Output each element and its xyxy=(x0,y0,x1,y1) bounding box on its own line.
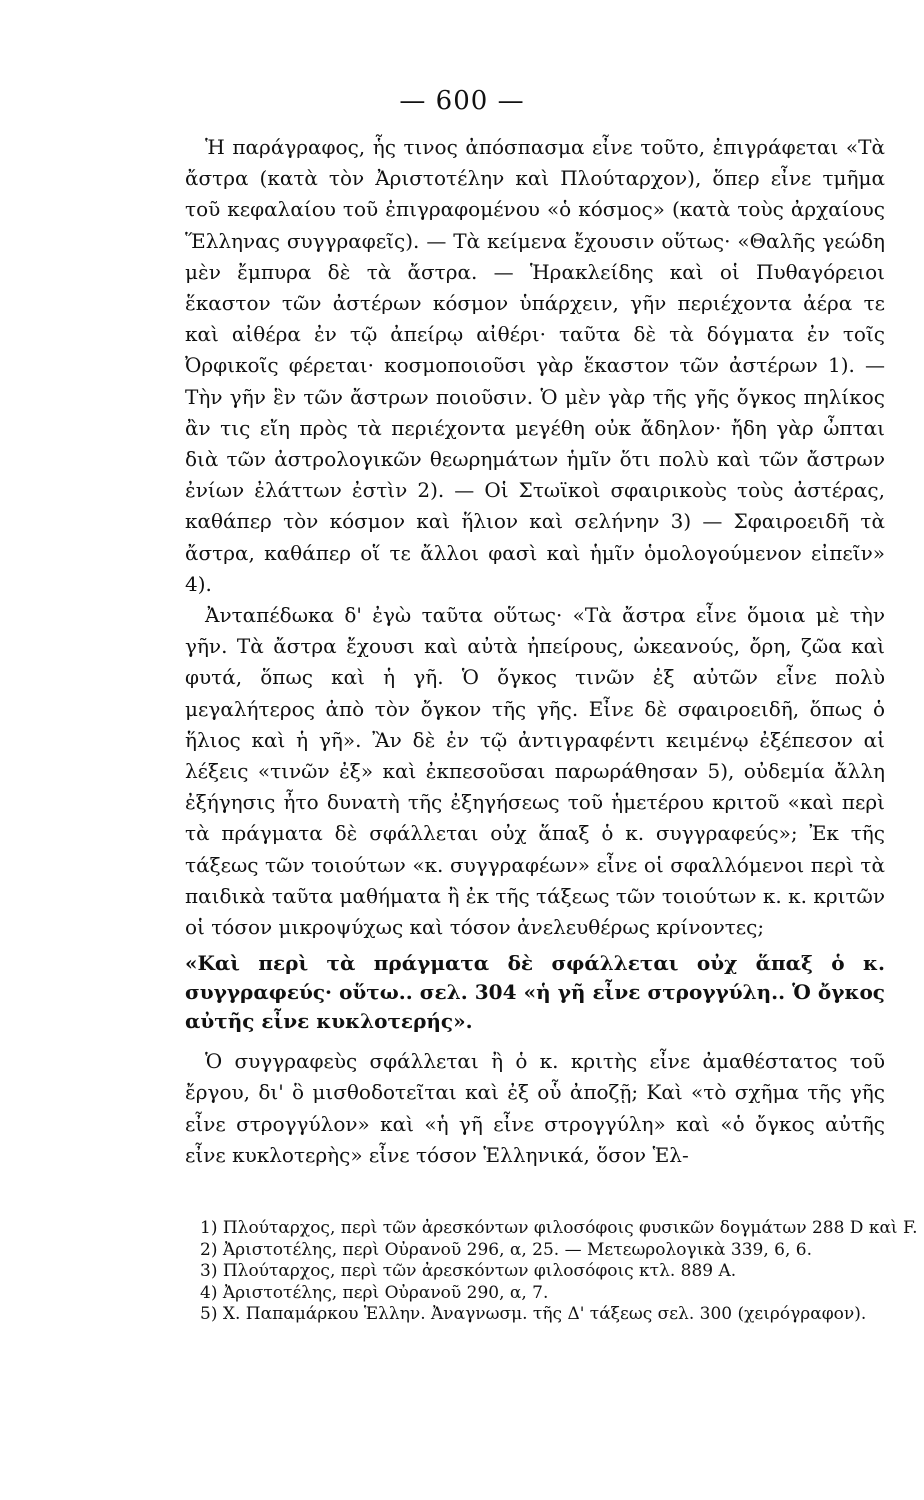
footnote-3: 3) Πλούταρχος, περὶ τῶν ἀρεσκόντων φιλοσόφοις κτλ. 889 A. xyxy=(200,1261,737,1282)
footnote-5: 5) Χ. Παπαμάρκου Ἑλλην. Ἀναγνωσμ. τῆς Δ' τάξεως σελ. 300 (χειρόγραφον). xyxy=(200,1304,867,1325)
main-text xyxy=(185,132,885,1171)
paragraph-3: Ὁ συγγραφεὺς σφάλλεται ἢ ὁ κ. κριτὴς εἶνε ἀμαθέστατος τοῦ ἔργου, δι' ὃ μισθοδοτεῖται καὶ ἐξ οὗ ἀποζῇ; Καὶ «τὸ σχῆμα τῆς γῆς εἶνε στρογγύλον» καὶ «ἡ γῆ εἶνε στρογγύλη» καὶ «ὁ ὄγκος αὐτῆς εἶνε κυκλοτερὴς» εἶνε τόσον Ἑλληνικά, ὅσον Ἑλ- xyxy=(185,1049,885,1167)
footnotes xyxy=(200,1218,918,1326)
footnote-1: 1) Πλούταρχος, περὶ τῶν ἀρεσκόντων φιλοσόφοις φυσικῶν δογμάτων 288 D καὶ F. xyxy=(200,1218,918,1238)
block-quote: «Καὶ περὶ τὰ πράγματα δὲ σφάλλεται οὐχ ἅπαξ ὁ κ. συγγραφεύς· οὕτω.. σελ. 304 «ἡ γῆ εἶνε στρογγύλη.. Ὁ ὄγκος αὐτῆς εἶνε κυκλοτερής». xyxy=(185,951,885,1034)
footnote-2: 2) Ἀριστοτέλης, περὶ Οὐρανοῦ 296, α, 25. — Μετεωρολογικὰ 339, 6, 6. xyxy=(200,1239,812,1260)
paragraph-2: Ἀνταπέδωκα δ' ἐγὼ ταῦτα οὕτως· «Τὰ ἄστρα εἶνε ὅμοια μὲ τὴν γῆν. Τὰ ἄστρα ἔχουσι καὶ αὐτὰ ἠπείρους, ὠκεανούς, ὄρη, ζῶα καὶ φυτά, ὅπως καὶ ἡ γῆ. Ὁ ὄγκος τινῶν ἐξ αὐτῶν εἶνε πολὺ μεγαλήτερος ἀπὸ τὸν ὄγκον τῆς γῆς. Εἶνε δὲ σφαιροειδῆ, ὅπως ὁ ἥλιος καὶ ἡ γῆ». Ἂν δὲ ἐν τῷ ἀντιγραφέντι κειμένῳ ἐξέπεσον αἱ λέξεις «τινῶν ἐξ» καὶ ἐκπεσοῦσαι παρωράθησαν 5), οὐδεμία ἄλλη ἐξήγησις ἦτο δυνατὴ τῆς ἐξηγήσεως τοῦ ἡμετέρου κριτοῦ «καὶ περὶ τὰ πράγματα δὲ σφάλλεται οὐχ ἅπαξ ὁ κ. συγγραφεύς»; Ἐκ τῆς τάξεως τῶν τοιούτων «κ. συγγραφέων» εἶνε οἱ σφαλλόμενοι περὶ τὰ παιδικὰ ταῦτα μαθήματα ἢ ἐκ τῆς τάξεως τῶν τοιούτων κ. κ. κριτῶν οἱ τόσον μικροψύχως καὶ τόσον ἀνελευθέρως κρίνοντες; xyxy=(185,603,885,940)
page-number: — 600 — xyxy=(399,86,525,116)
footnote-4: 4) Ἀριστοτέλης, περὶ Οὐρανοῦ 290, α, 7. xyxy=(200,1282,549,1303)
paragraph-1: Ἡ παράγραφος, ἧς τινος ἀπόσπασμα εἶνε τοῦτο, ἐπιγράφεται «Τὰ ἄστρα (κατὰ τὸν Ἀριστοτέλην καὶ Πλούταρχον), ὅπερ εἶνε τμῆμα τοῦ κεφαλαίου τοῦ ἐπιγραφομένου «ὁ κόσμος» (κατὰ τοὺς ἀρχαίους Ἕλληνας συγγραφεῖς). — Τὰ κείμενα ἔχουσιν οὕτως· «Θαλῆς γεώδη μὲν ἔμπυρα δὲ τὰ ἄστρα. — Ἡρακλείδης καὶ οἱ Πυθαγόρειοι ἕκαστον τῶν ἀστέρων κόσμον ὑπάρχειν, γῆν περιέχοντα ἀέρα τε καὶ αἰθέρα ἐν τῷ ἀπείρῳ αἰθέρι· ταῦτα δὲ τὰ δόγματα ἐν τοῖς Ὀρφικοῖς φέρεται· κοσμοποιοῦσι γὰρ ἕκαστον τῶν ἀστέρων 1). — Τὴν γῆν ἓν τῶν ἄστρων ποιοῦσιν. Ὁ μὲν γὰρ τῆς γῆς ὄγκος πηλίκος ἂν τις εἴη πρὸς τὰ περιέχοντα μεγέθη οὐκ ἄδηλον· ἤδη γὰρ ὦπται διὰ τῶν ἀστρολογικῶν θεωρημάτων ἡμῖν ὅτι πολὺ καὶ τῶν ἄστρων ἐνίων ἐλάττων ἐστὶν 2). — Οἱ Στωϊκοὶ σφαιρικοὺς τοὺς ἀστέρας, καθάπερ τὸν κόσμον καὶ ἥλιον καὶ σελήνην 3) — Σφαιροειδῆ τὰ ἄστρα, καθάπερ οἵ τε ἄλλοι φασὶ καὶ ἡμῖν ὁμολογούμενον εἰπεῖν» 4). xyxy=(185,135,885,596)
